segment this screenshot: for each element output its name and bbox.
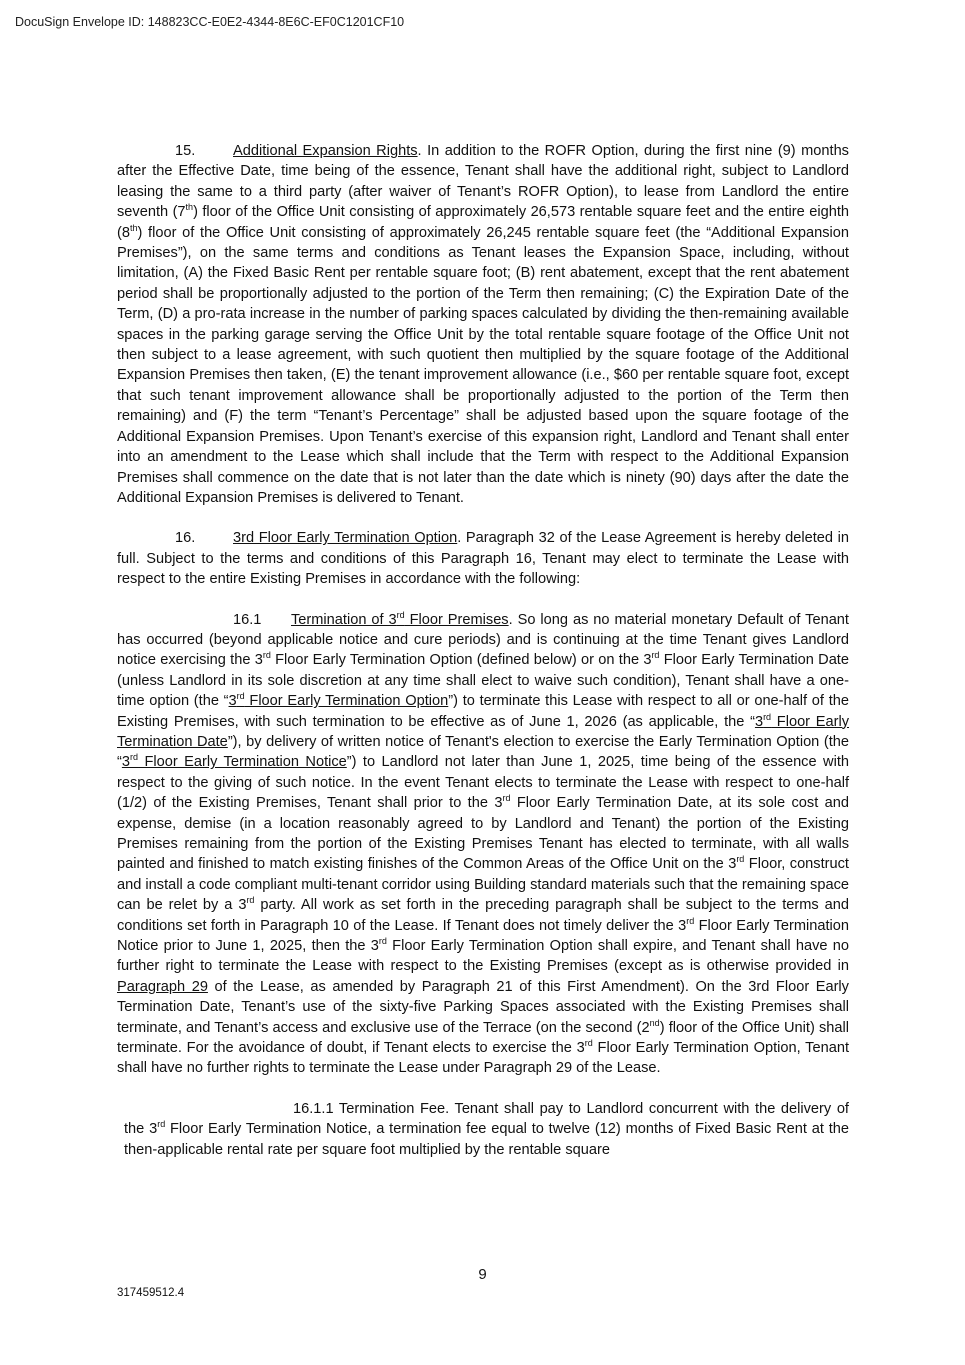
document-id: 317459512.4 — [117, 1287, 185, 1299]
defined-term: 3rd Floor Early Termination Notice — [121, 752, 347, 771]
paragraph-16-1: 16.1 Termination of 3rd Floor Premises. So long as no material monetary Default of Tenant has occurred (beyond applicable notice and cure periods) and is continuing at the time Tenant gives Landlord notice exercising the 3rd Floor Early Termination Option (defined below) or on the 3rd Floor Early Termination Date (unless Landlord in its sole discretion at any time shall elect to waive such condition), Tenant shall have a one-time option (the “3rd Floor Early Termination Option”) to terminate this Lease with respect to all or one-half of the Existing Premises, with such termination to be effective as of June 1, 2026 (as applicable, the “3rd Floor Early Termination Date”), by delivery of written notice of Tenant's election to exercise the Early Termination Option (the “3rd Floor Early Termination Notice”) to Landlord not later than June 1, 2025, time being of the essence with respect to the giving of such notice. In the event Tenant elects to terminate the Lease with respect to one-half (1/2) of the Existing Premises, Tenant shall prior to the 3rd Floor Early Termination Date, at its sole cost and expense, demise (in a location reasonably agreed to by Landlord and Tenant) the portion of the Existing Premises remaining from the portion of the Existing Premises Tenant has elected to terminate, with all walls painted and finished to match existing finishes of the Common Areas of the Office Unit on the 3rd Floor, construct and install a code compliant multi-tenant corridor using Building standard materials such that the remaining space can be relet by a 3rd party. All work as set forth in the preceding paragraph shall be subject to the terms and conditions set forth in Paragraph 10 of the Lease. If Tenant does not timely deliver the 3rd Floor Early Termination Notice prior to June 1, 2025, then the 3rd Floor Early Termination Option shall expire, and Tenant shall have no further right to terminate the Lease with respect to the Existing Premises (except as is otherwise provided in Paragraph 29 of the Lease, as amended by Paragraph 21 of this First Amendment). On the 3rd Floor Early Termination Date, Tenant’s use of the sixty-five Parking Spaces associated with the Existing Premises shall terminate, and Tenant’s access and exclusive use of the Terrace (on the second (2nd) floor of the Office Unit) shall terminate. For the avoidance of doubt, if Tenant elects to exercise the 3rd Floor Early Termination Option, Tenant shall have no further rights to terminate the Lease under Paragraph 29 of the Lease. — [117, 609, 850, 1077]
paragraph-heading: 3rd Floor Early Termination Option — [233, 530, 458, 547]
paragraph-16: 16. 3rd Floor Early Termination Option. Paragraph 32 of the Lease Agreement is hereby deleted in full. Subject to the terms and conditions of this Paragraph 16, Tenant may elect to terminate the Lease with respect to the entire Existing Premises in accordance with the following: — [117, 530, 849, 588]
paragraph-heading: Additional Expansion Rights — [233, 143, 418, 159]
paragraph-16-1-1: 16.1.1 Termination Fee. Tenant shall pay to Landlord concurrent with the delivery of the 3rd Floor Early Termination Notice, a termination fee equal to twelve (12) months of Fixed Basic Rent at the then-applicable rental rate per square foot multiplied by the rentable square — [124, 1100, 849, 1158]
defined-term: 3rd Floor Early Termination Option — [228, 691, 449, 710]
envelope-id: DocuSign Envelope ID: 148823CC-E0E2-4344-8E6C-EF0C1201CF10 — [15, 15, 405, 29]
paragraph-15: 15. Additional Expansion Rights. In addition to the ROFR Option, during the first nine (9) months after the Effective Date, time being of the essence, Tenant shall have the additional right, subject to Landlord leasing the same to a third party (after waiver of Tenant’s ROFR Option), to lease from Landlord the entire seventh (7th) floor of the Office Unit consisting of approximately 26,573 rentable square feet and the entire eighth (8th) floor of the Office Unit consisting of approximately 26,245 rentable square feet (the “Additional Expansion Premises”), on the same terms and conditions as Tenant leases the Expansion Space, including, without limitation, (A) the Fixed Basic Rent per rentable square foot; (B) rent abatement, except that the rent abatement period shall be proportionally adjusted to the portion of the Term then remaining; (C) the Expiration Date of the Term, (D) a pro-rata increase in the number of parking spaces calculated by dividing the then-remaining available spaces in the parking garage serving the Office Unit by the total rentable square footage of the Office Unit not then subject to a lease agreement, with such quotient then multiplied by the square footage of the Additional Expansion Premises then taken, (E) the tenant improvement allowance (i.e., $60 per rentable square foot, except that such tenant improvement allowance shall be proportionally adjusted to the portion of the Term then remaining) and (F) the term “Tenant’s Percentage” shall be adjusted based upon the square footage of the Additional Expansion Premises. Upon Tenant’s exercise of this expansion right, Landlord and Tenant shall enter into an amendment to the Lease which shall include that the Term with respect to the Additional Expansion Premises shall commence on the date that is not later than the date which is ninety (90) days after the date the Additional Expansion Premises is delivered to Tenant. — [117, 143, 849, 506]
paragraph-number: 16.1.1 — [293, 1100, 334, 1117]
paragraph-number: 16. — [175, 530, 196, 547]
page-number: 9 — [478, 1266, 487, 1283]
paragraph-number: 16.1 — [233, 611, 262, 628]
document-body — [117, 141, 849, 1160]
defined-term: 3rd Floor Early Termination Date — [117, 711, 850, 750]
paragraph-heading: Termination of 3rd Floor Premises — [291, 609, 509, 628]
paragraph-reference: Paragraph 29 — [117, 978, 208, 995]
paragraph-number: 15. — [175, 143, 196, 159]
